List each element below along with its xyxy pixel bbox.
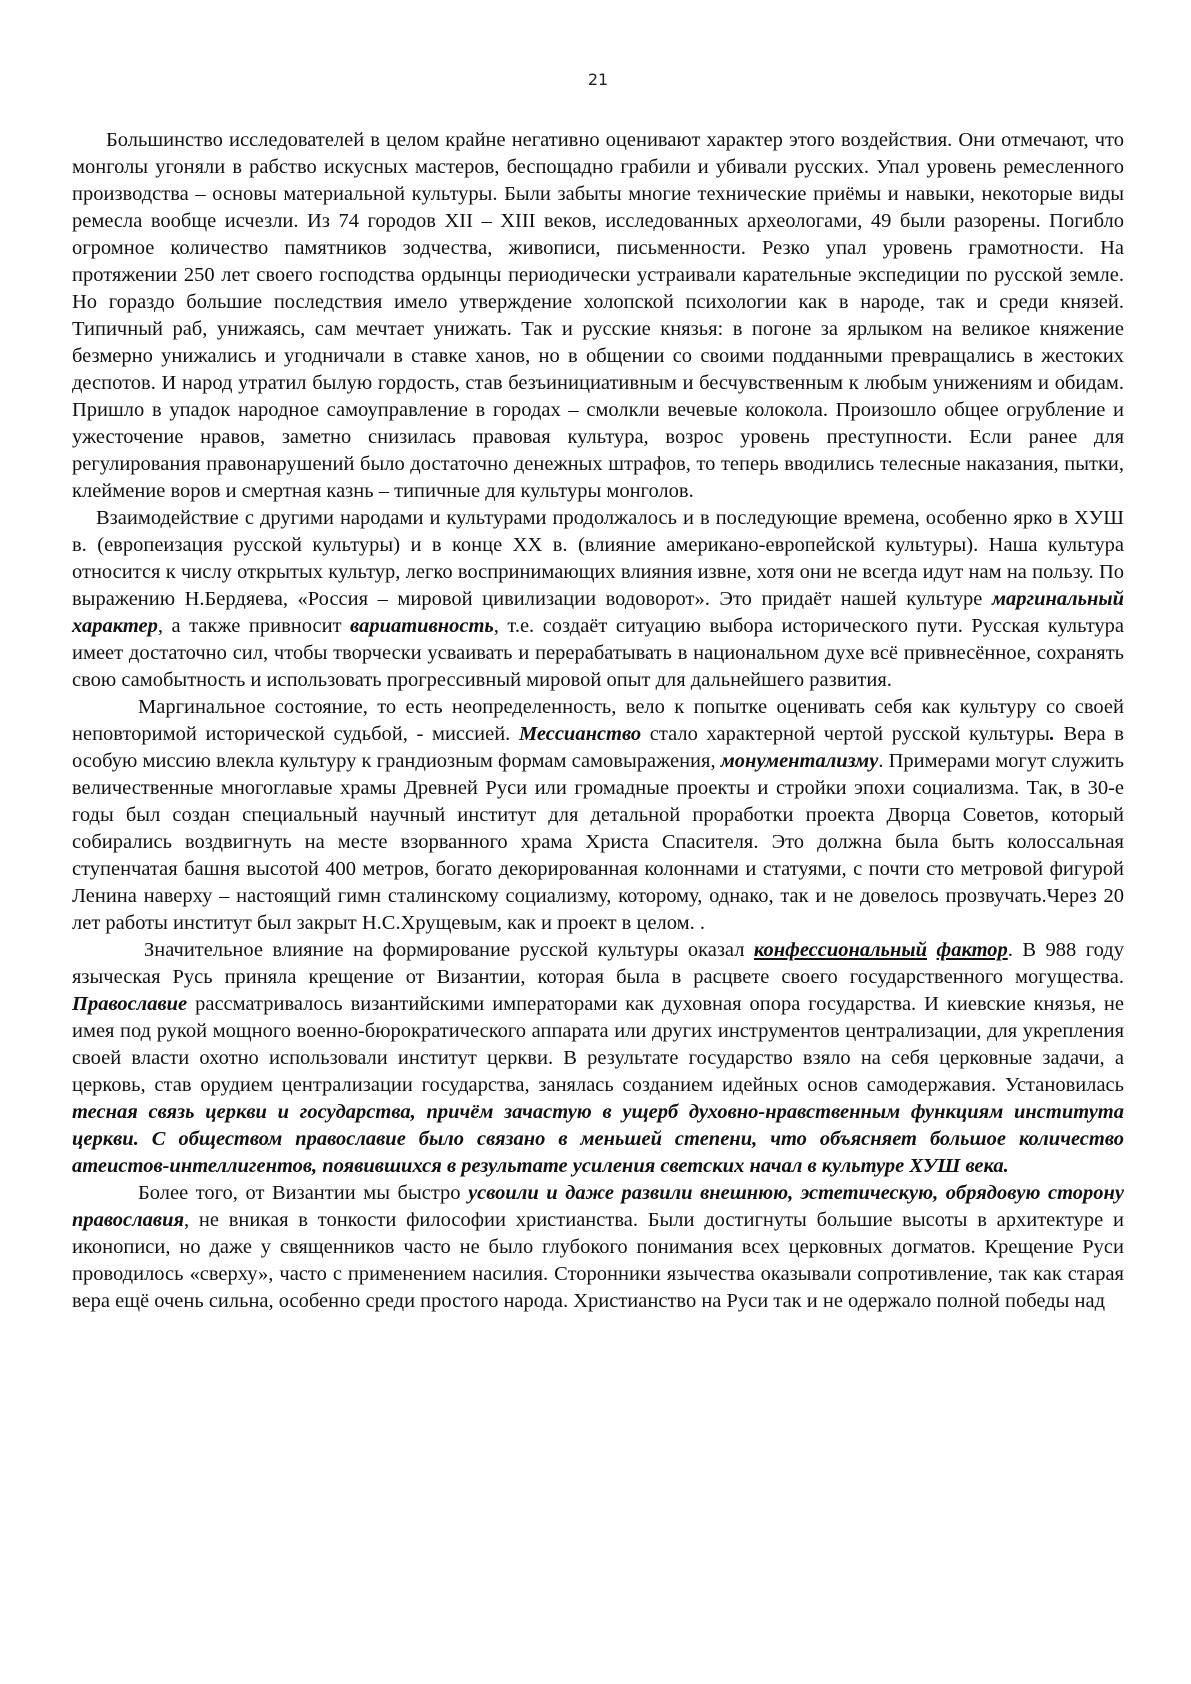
text-segment: , т.е. создаёт ситуацию выбора исторического пути. Русская культура имеет достаточно сил, чтобы творчески усваивать и перерабатывать в национальном духе всё привнесённое, сохранять свою самобытность и использовать прогрессивный мировой опыт для дальнейшего развития. [72, 615, 1124, 691]
text-segment: рассматривалось византийскими императорами как духовная опора государства. И киевские князья, не имея под рукой мощного военно-бюрократического аппарата или других инструментов централизации, для укрепления своей власти охотно использовали институт церкви. В результате государство взяло на себя церковные задачи, а церковь, став орудием централизации государства, занялась созданием идейных основ самодержавия. Установилась [72, 993, 1124, 1096]
text-segment: . В 988 году языческая Русь приняла крещение от Византии, которая была в расцвете своего государственного могущества. [72, 939, 1124, 988]
document-page [72, 0, 1124, 1684]
paragraph-messianism [72, 694, 1124, 937]
paragraph-cultural-interaction [72, 505, 1124, 694]
emphasis-variability: вариативность [350, 615, 494, 637]
paragraph-mongol-impact [72, 127, 1124, 505]
text-segment: Вера в особую миссию влекла культуру к грандиозным формам самовыражения, [72, 723, 1124, 772]
emphasis-messianism: Мессианство [518, 723, 642, 745]
paragraph-byzantine-ritual [72, 1180, 1124, 1315]
text-segment: стало характерной чертой русской культуры [641, 723, 1050, 745]
page-number: 21 [587, 70, 609, 89]
text-segment: Более того, от Византии мы быстро [138, 1182, 469, 1204]
emphasis-monumentalism: монументализму [720, 750, 879, 772]
text-segment: Значительное влияние на формирование русской культуры оказал [144, 939, 754, 961]
text-segment: , а также привносит [157, 615, 351, 637]
text-segment: Маргинальное состояние, то есть неопределенность, вело к попытке оценивать себя как культуру со своей неповторимой исторической судьбой, - миссией. [72, 696, 1124, 745]
emphasis-orthodoxy: Православие [72, 993, 188, 1015]
emphasis-church-state-link: тесная связь церкви и государства, причём зачастую в ущерб духовно-нравственным функциям института церкви. С обществом православие было связано в меньшей степени, что объясняет большое количество атеистов-интеллигентов, появившихся в результате усиления светских начал в культуре ХУШ века. [72, 1101, 1124, 1177]
emphasis-confessional: конфессиональный [753, 939, 928, 961]
text-segment: Взаимодействие с другими народами и культурами продолжалось и в последующие времена, особенно ярко в ХУШ в. (европеизация русской культуры) и в конце ХХ в. (влияние американо-европейской культуры). Наша культура относится к числу открытых культур, легко воспринимающих влияния извне, хотя они не всегда идут нам на пользу. По выражению Н.Бердяева, «Россия – мировой цивилизации водоворот». Это придаёт нашей культуре [72, 507, 1124, 610]
emphasis-period: . [1049, 723, 1055, 745]
emphasis-ritual-side: усвоили и даже развили внешнюю, эстетическую, обрядовую сторону православия [72, 1182, 1124, 1231]
body-text [72, 127, 1124, 1315]
text-segment: , не вникая в тонкости философии христианства. Были достигнуты большие высоты в архитектуре и иконописи, но даже у священников часто не было глубокого понимания всех церковных догматов. Крещение Руси проводилось «сверху», часто с применением насилия. Сторонники язычества оказывали сопротивление, так как старая вера ещё очень сильна, особенно среди простого народа. Христианство на Руси так и не одержало полной победы над [72, 1209, 1124, 1312]
paragraph-confessional-factor [72, 937, 1124, 1180]
emphasis-factor: фактор [936, 939, 1008, 961]
text-segment: . Примерами могут служить величественные многоглавые храмы Древней Руси или громадные проекты и стройки эпохи социализма. Так, в 30-е годы был создан специальный научный институт для детальной проработки проекта Дворца Советов, который собирались воздвигнуть на месте взорванного храма Христа Спасителя. Это должна была быть колоссальная ступенчатая башня высотой 400 метров, богато декорированная колоннами и статуями, с почти сто метровой фигурой Ленина наверху – настоящий гимн сталинскому социализму, которому, однако, так и не довелось прозвучать.Через 20 лет работы институт был закрыт Н.С.Хрущевым, как и проект в целом. . [72, 750, 1124, 934]
emphasis-marginal-character: маргинальный характер [72, 588, 1124, 637]
text-segment: Большинство исследователей в целом крайне негативно оценивают характер этого воздействия. Они отмечают, что монголы угоняли в рабство искусных мастеров, беспощадно грабили и убивали русских. Упал уровень ремесленного производства – основы материальной культуры. Были забыты многие технические приёмы и навыки, некоторые виды ремесла вообще исчезли. Из 74 городов XII – XIII веков, исследованных археологами, 49 были разорены. Погибло огромное количество памятников зодчества, живописи, письменности. Резко упал уровень грамотности. На протяжении 250 лет своего господства ордынцы периодически устраивали карательные экспедиции по русской земле. Но гораздо большие последствия имело утверждение холопской психологии как в народе, так и среди князей. Типичный раб, унижаясь, сам мечтает унижать. Так и русские князья: в погоне за ярлыком на великое княжение безмерно унижались и угодничали в ставке ханов, но в общении со своими подданными превращались в жестоких деспотов. И народ утратил былую гордость, став безъинициативным и бесчувственным к любым унижениям и обидам. Пришло в упадок народное самоуправление в городах – смолкли вечевые колокола. Произошло общее огрубление и ужесточение нравов, заметно снизилась правовая культура, возрос уровень преступности. Если ранее для регулирования правонарушений было достаточно денежных штрафов, то теперь вводились телесные наказания, пытки, клеймение воров и смертная казнь – типичные для культуры монголов. [72, 129, 1124, 502]
text-segment [927, 939, 936, 961]
